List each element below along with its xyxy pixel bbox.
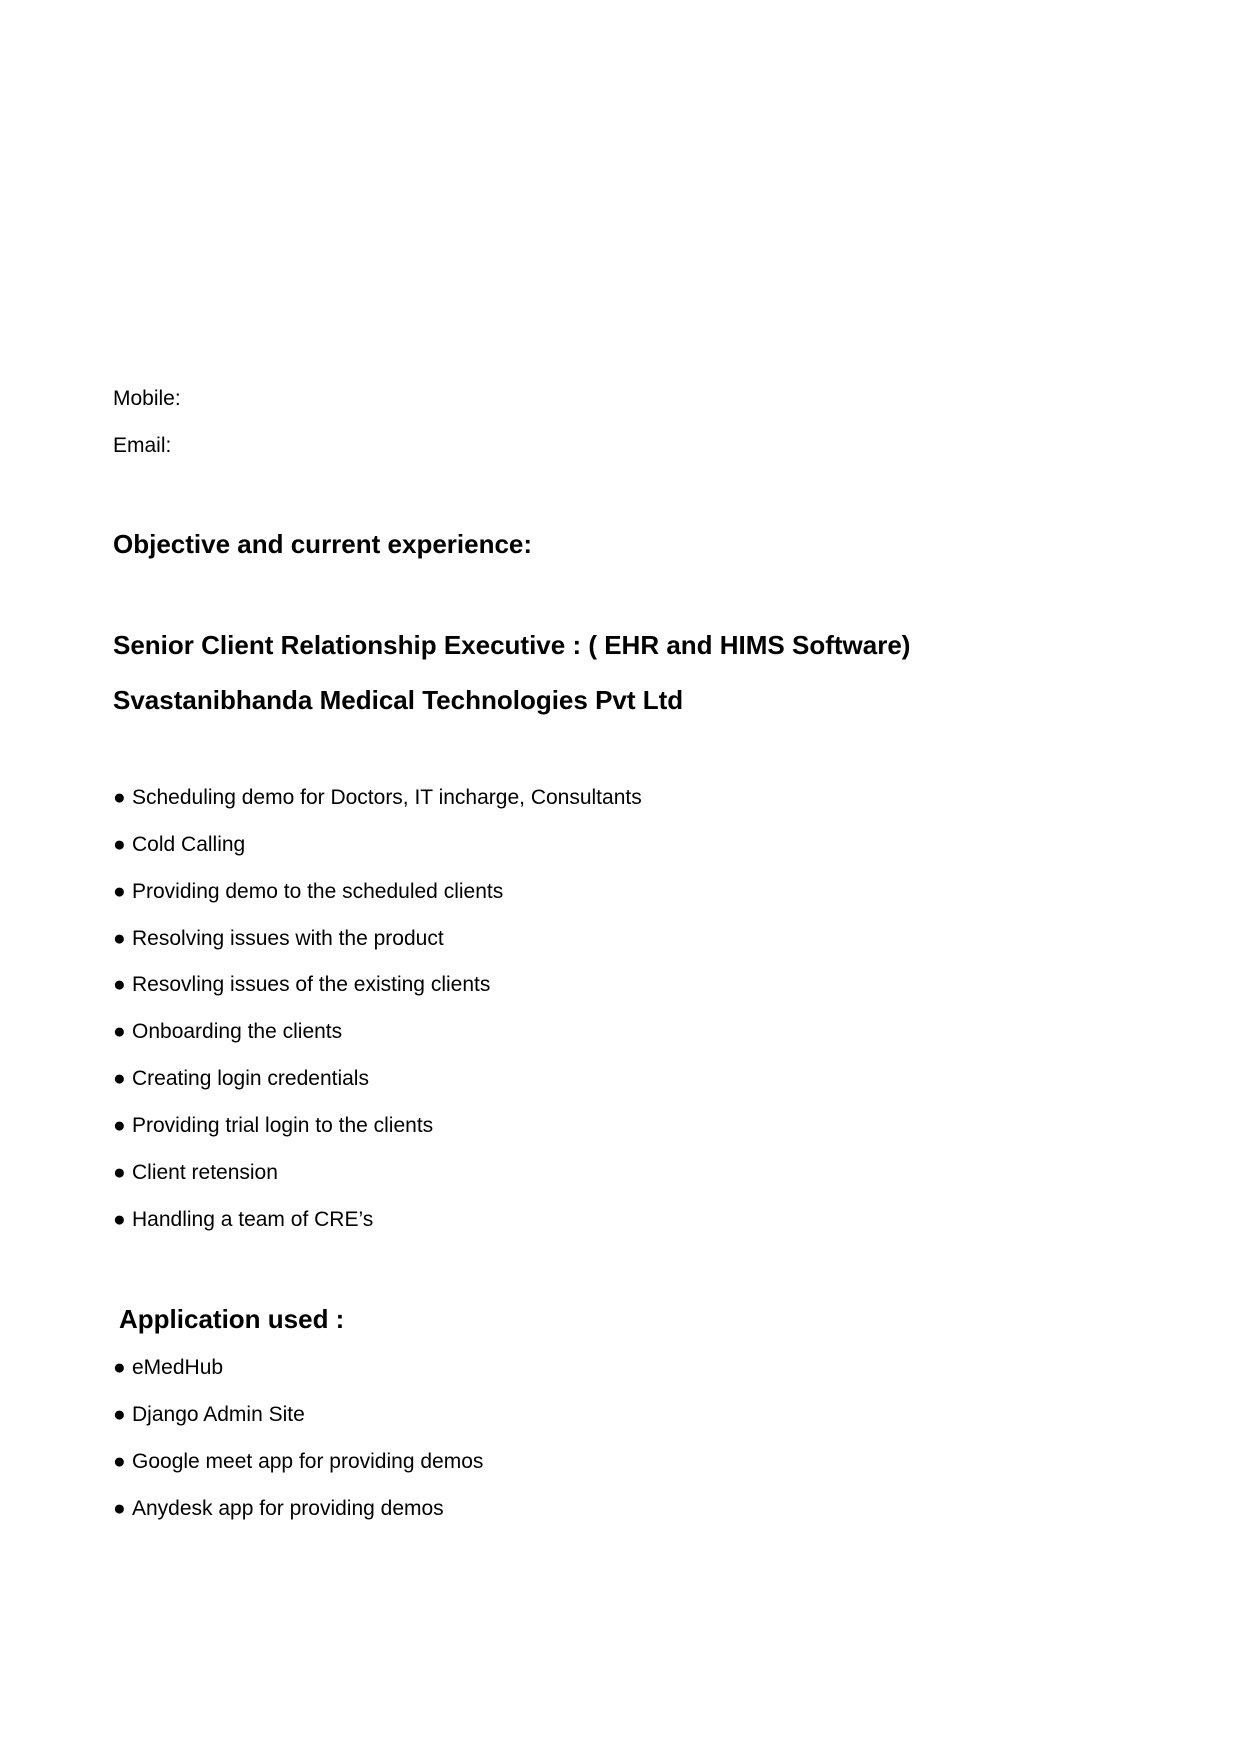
bullet-icon: ●	[113, 833, 126, 856]
bullet-icon: ●	[113, 1161, 126, 1184]
list-item: ● Onboarding the clients	[113, 1020, 343, 1043]
applications-heading: Application used :	[119, 1304, 345, 1334]
company-name: Svastanibhanda Medical Technologies Pvt Ltd	[113, 685, 684, 715]
bullet-icon: ●	[113, 1114, 126, 1137]
list-item: ● Creating login credentials	[113, 1067, 369, 1090]
objective-heading: Objective and current experience:	[113, 529, 533, 559]
list-item: ● Scheduling demo for Doctors, IT incharge, Consultants	[113, 786, 642, 809]
bullet-icon: ●	[113, 786, 126, 809]
bullet-icon: ●	[113, 880, 126, 903]
list-item: ● eMedHub	[113, 1356, 224, 1379]
list-item: ● Client retension	[113, 1161, 278, 1184]
bullet-icon: ●	[113, 1356, 126, 1379]
bullet-icon: ●	[113, 1067, 126, 1090]
bullet-icon: ●	[113, 1403, 126, 1426]
list-item: ● Resolving issues with the product	[113, 927, 444, 950]
bullet-icon: ●	[113, 927, 126, 950]
bullet-icon: ●	[113, 1497, 126, 1520]
mobile-label: Mobile:	[113, 387, 181, 410]
bullet-icon: ●	[113, 1450, 126, 1473]
bullet-icon: ●	[113, 1020, 126, 1043]
bullet-icon: ●	[113, 1208, 126, 1231]
list-item: ● Providing trial login to the clients	[113, 1114, 434, 1137]
list-item: ● Providing demo to the scheduled clients	[113, 880, 504, 903]
bullet-icon: ●	[113, 973, 126, 996]
list-item: ● Anydesk app for providing demos	[113, 1497, 444, 1520]
list-item: ● Resovling issues of the existing clients	[113, 973, 491, 996]
list-item: ● Cold Calling	[113, 833, 246, 856]
list-item: ● Google meet app for providing demos	[113, 1450, 484, 1473]
email-label: Email:	[113, 434, 172, 457]
list-item: ● Handling a team of CRE’s	[113, 1208, 374, 1231]
job-title: Senior Client Relationship Executive : ( EHR and HIMS Software)	[113, 630, 911, 660]
list-item: ● Django Admin Site	[113, 1403, 305, 1426]
